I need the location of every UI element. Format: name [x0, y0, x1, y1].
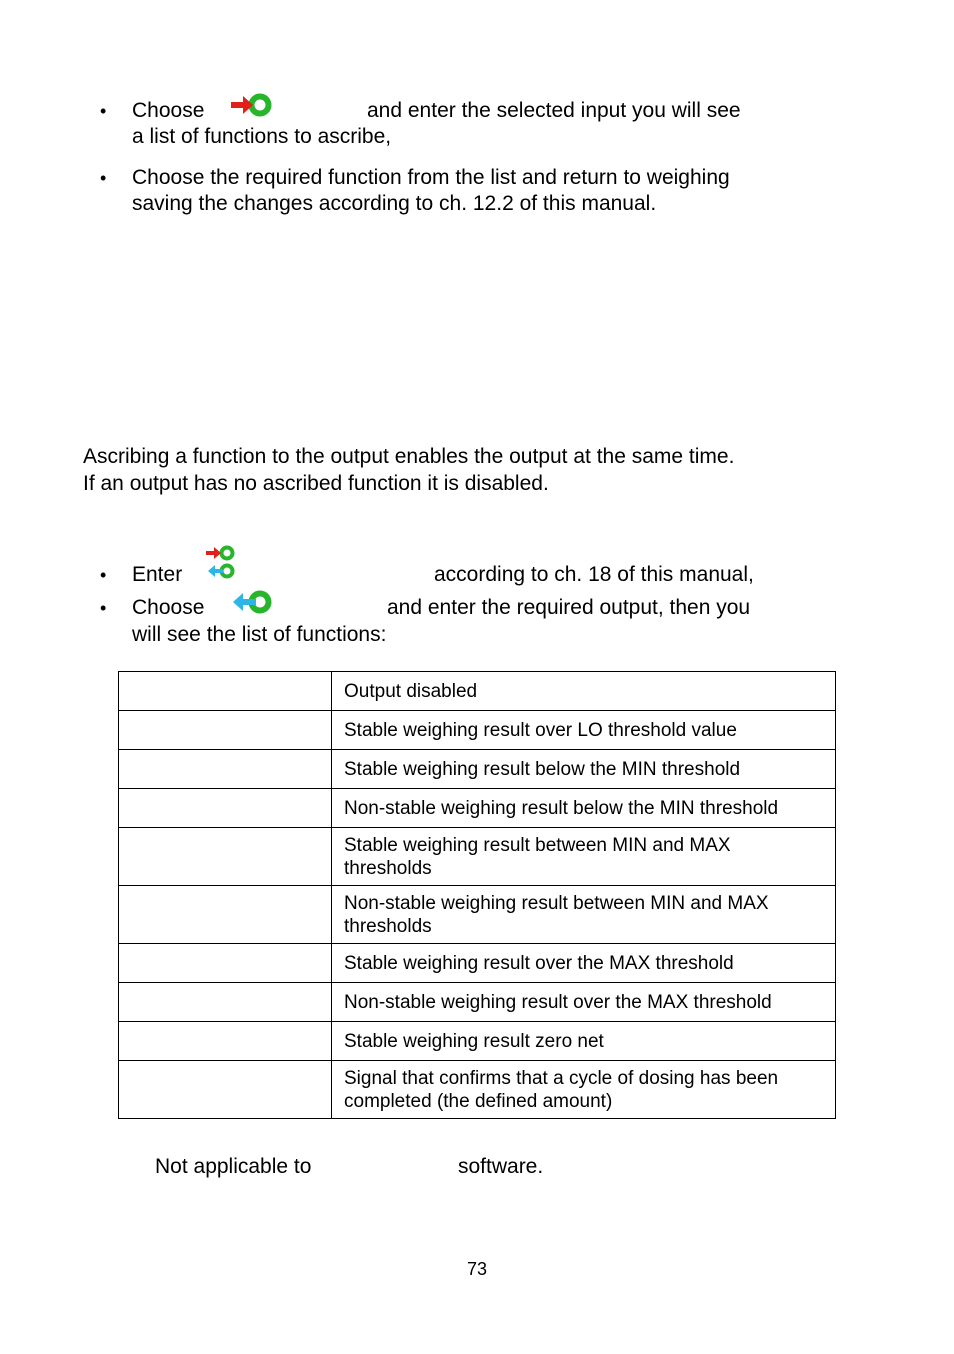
paragraph-line: Ascribing a function to the output enables the output at the same time. [83, 445, 735, 468]
table-row [119, 711, 836, 750]
functions-table [118, 671, 836, 1119]
function-description: Stable weighing result over the MAX threshold [332, 944, 836, 983]
function-description: Output disabled [332, 672, 836, 711]
instruction-text: will see the list of functions: [132, 623, 387, 646]
note-prefix: Not applicable to [155, 1155, 312, 1178]
function-description: Stable weighing result over LO threshold value [332, 711, 836, 750]
inputs-outputs-icon [203, 543, 239, 583]
function-description: Stable weighing result below the MIN threshold [332, 750, 836, 789]
table-row [119, 672, 836, 711]
function-description: Stable weighing result between MIN and MAX thresholds [332, 828, 836, 886]
bullet: • [100, 101, 107, 121]
instruction-text: saving the changes according to ch. 12.2 of this manual. [132, 192, 657, 215]
table-row [119, 750, 836, 789]
table-row [119, 983, 836, 1022]
function-description: Non-stable weighing result over the MAX threshold [332, 983, 836, 1022]
function-name-cell [119, 886, 332, 944]
output-arrow-ring-icon [229, 587, 277, 619]
page-number: 73 [466, 1259, 488, 1279]
function-name-cell [119, 672, 332, 711]
function-description: Stable weighing result zero net [332, 1022, 836, 1061]
function-description: Non-stable weighing result below the MIN threshold [332, 789, 836, 828]
table-row [119, 828, 836, 886]
enter-label: Enter [132, 563, 183, 586]
bullet: • [100, 598, 107, 618]
choose-label: Choose [132, 596, 205, 619]
choose-label: Choose [132, 99, 205, 122]
function-name-cell [119, 1022, 332, 1061]
function-description: Signal that confirms that a cycle of dosing has been completed (the defined amount) [332, 1061, 836, 1119]
instruction-text: and enter the selected input you will see [367, 99, 741, 122]
table-row [119, 789, 836, 828]
instruction-text: according to ch. 18 of this manual, [434, 563, 754, 586]
function-name-cell [119, 789, 332, 828]
table-row [119, 1061, 836, 1119]
function-name-cell [119, 983, 332, 1022]
instruction-text: a list of functions to ascribe, [132, 125, 392, 148]
bullet: • [100, 168, 107, 188]
paragraph-line: If an output has no ascribed function it is disabled. [83, 472, 549, 495]
note-suffix: software. [458, 1155, 544, 1178]
function-name-cell [119, 1061, 332, 1119]
function-name-cell [119, 828, 332, 886]
input-arrow-ring-icon [229, 90, 277, 122]
instruction-text: Choose the required function from the list and return to weighing [132, 166, 730, 189]
function-name-cell [119, 750, 332, 789]
instruction-text: and enter the required output, then you [387, 596, 751, 619]
function-description: Non-stable weighing result between MIN and MAX thresholds [332, 886, 836, 944]
table-row [119, 886, 836, 944]
table-row [119, 944, 836, 983]
bullet: • [100, 565, 107, 585]
function-name-cell [119, 711, 332, 750]
table-row [119, 1022, 836, 1061]
function-name-cell [119, 944, 332, 983]
